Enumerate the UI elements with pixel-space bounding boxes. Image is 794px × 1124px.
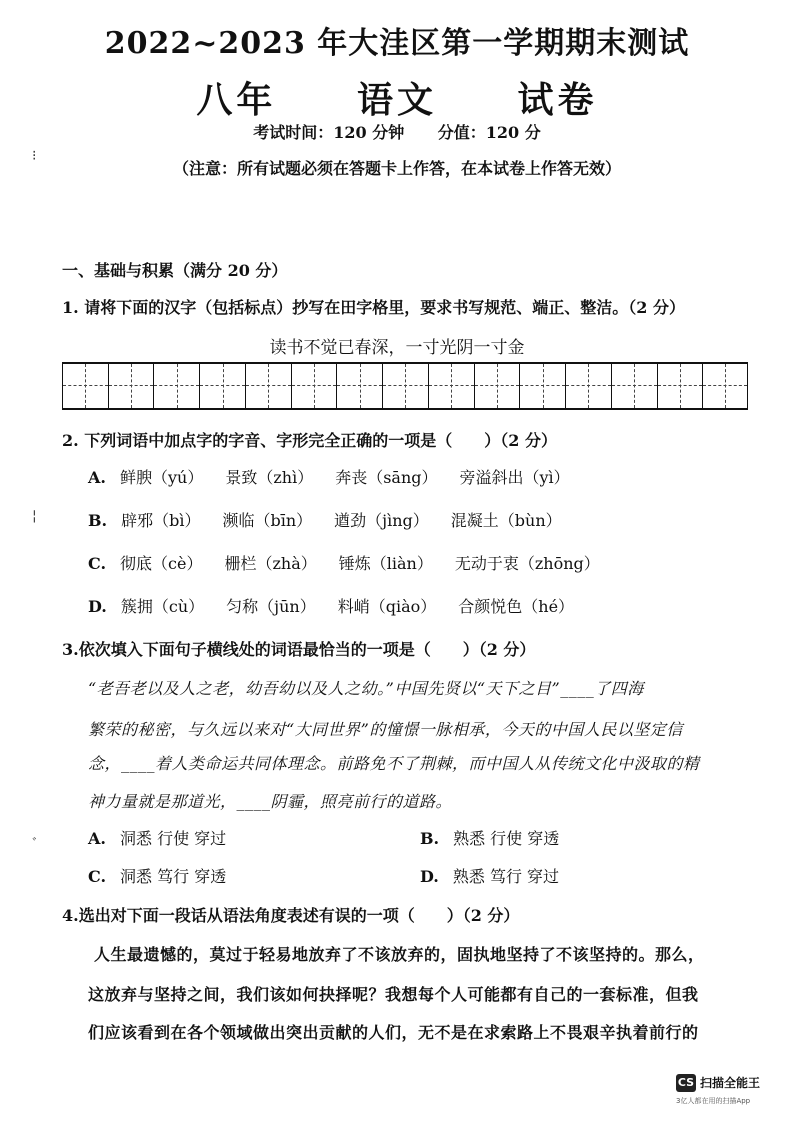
scan-mark: ¦ (32, 508, 37, 524)
exam-score: 分值：120 分 (437, 123, 541, 142)
q2-option-b (88, 508, 584, 531)
scan-mark: ⁝ (32, 148, 37, 164)
option-word: 鲜腴（yú） (119, 468, 204, 487)
q4-passage-line: 们应该看到在各个领域做出突出贡献的人们，无不是在求索路上不畏艰辛执着前行的 (88, 1023, 699, 1042)
option-word: 景致（zhì） (225, 468, 314, 487)
tianzige-cell (519, 364, 565, 408)
tianzige-cell (611, 364, 657, 408)
camscanner-tagline: 3亿人都在用的扫描App (676, 1097, 751, 1105)
option-label: B. (420, 829, 440, 848)
exam-time: 考试时间：120 分钟 (253, 123, 405, 142)
option-word: 栅栏（zhà） (224, 554, 317, 573)
option-word: 旁溢斜出（yì） (459, 468, 570, 487)
option-label: C. (88, 554, 107, 573)
question-2: 2. 下列词语中加点字的字音、字形完全正确的一项是（ ）（2 分） (62, 431, 557, 450)
section-title: 一、基础与积累（满分 20 分） (62, 261, 288, 280)
option-word: 辟邪（bì） (121, 511, 201, 530)
tianzige-cell (474, 364, 520, 408)
option-word: 彻底（cè） (120, 554, 203, 573)
option-word: 奔丧（sāng） (335, 468, 438, 487)
option-word: 料峭（qiào） (337, 597, 437, 616)
option-text: 洞悉 行使 穿过 (119, 829, 227, 848)
q3-option-b (420, 826, 559, 849)
question-3: 3.依次填入下面句子横线处的词语最恰当的一项是（ ）（2 分） (62, 640, 536, 659)
tianzige-cell (153, 364, 199, 408)
option-label: B. (88, 511, 108, 530)
exam-note: （注意：所有试题必须在答题卡上作答，在本试卷上作答无效） (172, 159, 621, 178)
q3-passage-line: “老吾老以及人之老，幼吾幼以及人之幼。”中国先贤以“天下之目”____了四海 (88, 679, 644, 698)
tianzige-cell (291, 364, 337, 408)
option-text: 熟悉 笃行 穿过 (452, 867, 560, 886)
q3-option-d (420, 864, 559, 887)
q3-option-c (88, 864, 226, 887)
q2-option-d (88, 594, 596, 617)
tianzige-cell (657, 364, 703, 408)
option-label: D. (420, 867, 439, 886)
option-word: 锤炼（liàn） (338, 554, 433, 573)
tianzige-cell (428, 364, 474, 408)
q3-passage-line: 念，____着人类命运共同体理念。前路免不了荆棘，而中国人从传统文化中汲取的精 (88, 754, 700, 773)
question-4: 4.选出对下面一段话从语法角度表述有误的一项（ ）（2 分） (62, 906, 520, 925)
option-word: 遒劲（jìng） (334, 511, 429, 530)
option-word: 混凝土（bùn） (450, 511, 562, 530)
exam-title: 2022~2023 年大洼区第一学期期末测试 (104, 26, 690, 61)
q4-passage-line: 这放弃与坚持之间，我们该如何抉择呢？我想每个人可能都有自己的一套标准，但我 (88, 985, 699, 1004)
option-word: 合颜悦色（hé） (458, 597, 575, 616)
tianzige-cell (108, 364, 154, 408)
tianzige-grid (62, 362, 748, 410)
exam-subject (0, 72, 794, 123)
tianzige-cell (565, 364, 611, 408)
question-1: 1. 请将下面的汉字（包括标点）抄写在田字格里，要求书写规范、端正、整洁。（2 分） (62, 298, 685, 317)
tianzige-cell (62, 364, 108, 408)
option-label: D. (88, 597, 107, 616)
tianzige-cell (382, 364, 428, 408)
q2-option-c (88, 551, 622, 574)
q2-option-a (88, 465, 592, 488)
tianzige-cell (336, 364, 382, 408)
subject-type: 试卷 (517, 79, 598, 121)
option-word: 匀称（jūn） (226, 597, 316, 616)
exam-meta (0, 120, 794, 143)
option-word: 无动于衷（zhōng） (454, 554, 600, 573)
camscanner-logo: CS (676, 1074, 696, 1092)
tianzige-cell (199, 364, 245, 408)
camscanner-name: 扫描全能王 (700, 1076, 761, 1090)
option-text: 洞悉 笃行 穿透 (120, 867, 227, 886)
subject-grade: 八年 (196, 79, 277, 121)
q3-passage-line: 繁荣的秘密，与久远以来对“大同世界”的憧憬一脉相承，今天的中国人民以坚定信 (88, 720, 683, 739)
subject-name: 语文 (356, 79, 437, 121)
q3-passage-line: 神力量就是那道光，____阴霾，照亮前行的道路。 (88, 792, 453, 811)
option-text: 熟悉 行使 穿透 (453, 829, 560, 848)
copy-text: 读书不觉已春深，一寸光阴一寸金 (269, 338, 525, 358)
option-label: A. (88, 468, 106, 487)
option-label: A. (88, 829, 106, 848)
option-word: 濒临（bīn） (222, 511, 313, 530)
option-label: C. (88, 867, 107, 886)
q3-option-a (88, 826, 226, 849)
tianzige-cell (245, 364, 291, 408)
tianzige-cell (702, 364, 748, 408)
scan-mark: ﾞ (32, 837, 39, 853)
option-word: 簇拥（cù） (120, 597, 205, 616)
q4-passage-line: 人生最遗憾的，莫过于轻易地放弃了不该放弃的，固执地坚持了不该坚持的。那么， (94, 945, 705, 964)
